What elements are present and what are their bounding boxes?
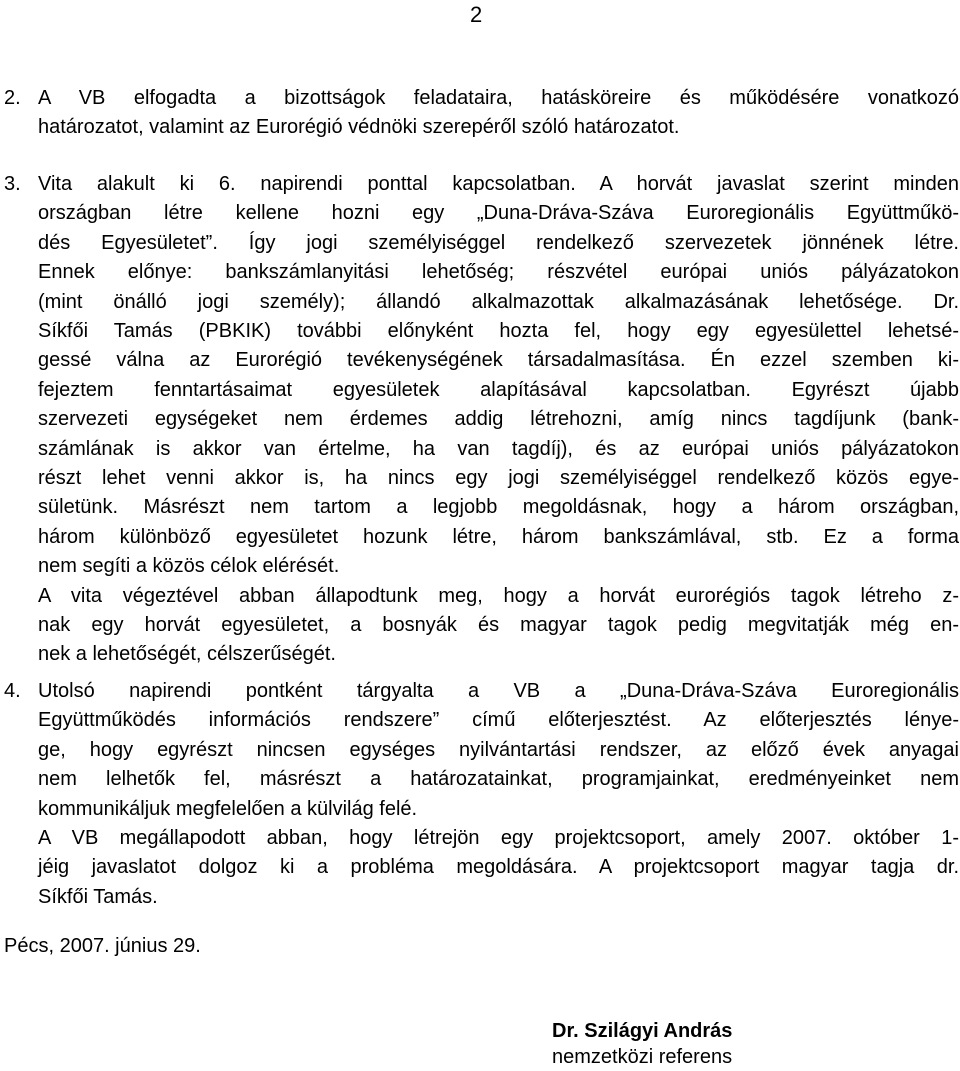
signatory-name: Dr. Szilágyi András (552, 1020, 733, 1042)
signatory-title: nemzetközi referens (552, 1046, 733, 1068)
item-line: sületünk. Másrészt nem tartom a legjobb megoldásnak, hogy a három országban, (38, 496, 959, 519)
item-line: nek a lehetőségét, célszerűségét. (38, 643, 336, 666)
item-line: Síkfői Tamás (PBKIK) további előnyként hozta fel, hogy egy egyesülettel lehetsé- (38, 320, 959, 342)
place-date: Pécs, 2007. június 29. (4, 935, 201, 957)
item-line: nem segíti a közös célok elérését. (38, 555, 340, 578)
item-line: (mint önálló jogi személy); állandó alkalmazottak alkalmazásának lehetősége. Dr. (38, 290, 959, 313)
item-line: jéig javaslatot dolgoz ki a probléma megoldására. A projektcsoport magyar tagja dr. (38, 856, 959, 879)
item-line: fejeztem fenntartásaimat egyesületek alapításával kapcsolatban. Egyrészt újabb (38, 378, 959, 401)
page-number: 2 (470, 2, 483, 27)
item-line: kommunikáljuk megfelelően a külvilág felé. (38, 797, 418, 820)
item-line: dés Egyesületet”. Így jogi személyiséggel rendelkező szervezetek jönnének létre. (38, 231, 959, 254)
item-line: A vita végeztével abban állapodtunk meg, hogy a horvát eurorégiós tagok létreho z- (38, 584, 959, 607)
item-number: 4. (4, 680, 21, 702)
item-line: Vita alakult ki 6. napirendi ponttal kapcsolatban. A horvát javaslat szerint minden (38, 173, 959, 195)
item-line: Utolsó napirendi pontként tárgyalta a VB a „Duna-Dráva-Száva Euroregionális (38, 680, 959, 702)
item-line: határozatot, valamint az Eurorégió védnöki szerepéről szóló határozatot. (38, 116, 680, 139)
item-line: nak egy horvát egyesületet, a bosnyák és magyar tagok pedig megvitatják még en- (38, 614, 959, 636)
item-line: gessé válna az Eurorégió tevékenységének társadalmasítása. Én ezzel szemben ki- (38, 349, 959, 372)
item-line: három különböző egyesületet hozunk létre, három bankszámlával, stb. Ez a forma (38, 525, 959, 548)
item-line: A VB elfogadta a bizottságok feladataira, hatásköreire és működésére vonatkozó (38, 87, 959, 109)
item-number: 2. (4, 87, 21, 109)
item-number: 3. (4, 173, 21, 195)
item-line: részt lehet venni akkor is, ha nincs egy jogi személyiséggel rendelkező közös egye- (38, 467, 959, 489)
item-line: Együttműködés információs rendszere” című előterjesztést. Az előterjesztés lénye- (38, 709, 959, 732)
item-line: nem lelhetők fel, másrészt a határozatainkat, programjainkat, eredményeinket nem (38, 768, 959, 791)
item-line: Ennek előnye: bankszámlanyitási lehetőség; részvétel európai uniós pályázatokon (38, 261, 959, 284)
item-line: országban létre kellene hozni egy „Duna-Dráva-Száva Euroregionális Együttműkö- (38, 202, 959, 225)
item-line: A VB megállapodott abban, hogy létrejön egy projektcsoport, amely 2007. október 1- (38, 827, 959, 849)
item-line: Síkfői Tamás. (38, 885, 158, 908)
item-line: ge, hogy egyrészt nincsen egységes nyilvántartási rendszer, az előző évek anyagai (38, 738, 959, 761)
item-line: szervezeti egységeket nem érdemes addig létrehozni, amíg nincs tagdíjunk (bank- (38, 408, 959, 431)
item-line: számlának is akkor van értelme, ha van tagdíj), és az európai uniós pályázatokon (38, 437, 959, 460)
